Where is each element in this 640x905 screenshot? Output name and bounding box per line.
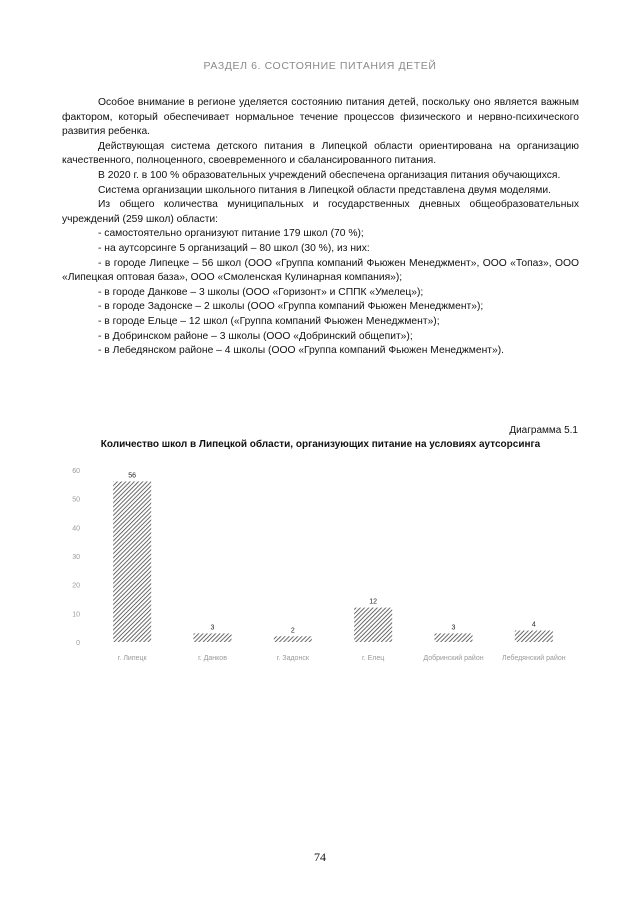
x-tick-label: г. Липецк xyxy=(117,655,147,662)
x-tick-label: Лебедянский район xyxy=(502,655,566,662)
x-tick-label: г. Елец xyxy=(362,655,385,662)
paragraph: Из общего количества муниципальных и государственных дневных общеобразовательных учреждений (259 школ) области: xyxy=(62,199,579,225)
list-item: - в городе Данкове – 3 школы (ООО «Горизонт» и СППК «Умелец»); xyxy=(98,286,424,298)
list-item: - самостоятельно организуют питание 179 школ (70 %); xyxy=(98,228,364,240)
bar xyxy=(113,481,151,642)
chart-title: Количество школ в Липецкой области, организующих питание на условиях аутсорсинга xyxy=(100,439,541,450)
y-tick-label: 40 xyxy=(72,525,80,533)
bar xyxy=(274,636,312,642)
bar-chart xyxy=(62,460,579,675)
x-tick-label: г. Задонск xyxy=(276,655,309,662)
paragraph: Система организации школьного питания в Липецкой области представлена двумя моделями. xyxy=(98,184,551,196)
diagram-label: Диаграмма 5.1 xyxy=(509,425,578,436)
data-label: 12 xyxy=(369,598,378,606)
y-tick-label: 30 xyxy=(72,554,80,561)
y-tick-label: 20 xyxy=(72,582,80,590)
bar xyxy=(194,633,232,642)
paragraph: В 2020 г. в 100 % образовательных учреждений обеспечена организация питания обучающихся. xyxy=(98,169,561,181)
y-tick-label: 10 xyxy=(72,611,80,619)
section-title: РАЗДЕЛ 6. СОСТОЯНИЕ ПИТАНИЯ ДЕТЕЙ xyxy=(203,60,437,72)
page-number: 74 xyxy=(314,850,326,864)
list-item: - в Добринском районе – 3 школы (ООО «Добринский общепит»); xyxy=(98,330,413,342)
data-label: 3 xyxy=(210,624,215,632)
list-item: - в Лебедянском районе – 4 школы (ООО «Группа компаний Фьюжен Менеджмент»). xyxy=(98,345,505,357)
paragraph: Действующая система детского питания в Липецкой области ориентирована на организацию качественного, полноценного, своевременного и сбалансированного питания. xyxy=(62,140,579,167)
list-item: - в городе Липецке – 56 школ (ООО «Группа компаний Фьюжен Менеджмент», ООО «Топаз», ООО «Липецкая оптовая база», ООО «Смоленская Кулинарная компания»); xyxy=(62,257,579,284)
x-tick-label: Добринский район xyxy=(423,655,484,662)
data-label: 4 xyxy=(531,621,536,629)
x-tick-label: г. Данков xyxy=(198,655,227,662)
paragraph: Особое внимание в регионе уделяется состоянию питания детей, поскольку оно является важным фактором, который обеспечивает нормальное течение процессов физического и нервно-психического развития ребенка. xyxy=(62,97,579,138)
y-tick-label: 60 xyxy=(72,468,80,475)
data-label: 3 xyxy=(451,624,456,632)
y-tick-label: 50 xyxy=(72,496,80,504)
bar xyxy=(515,631,553,642)
bar xyxy=(354,608,392,642)
list-item: - на аутсорсинге 5 организаций – 80 школ (30 %), из них: xyxy=(98,242,370,254)
y-tick-label: 0 xyxy=(76,640,80,647)
data-label: 56 xyxy=(128,472,137,480)
bar xyxy=(435,633,473,642)
list-item: - в городе Задонске – 2 школы (ООО «Группа компаний Фьюжен Менеджмент»); xyxy=(98,301,484,313)
data-label: 2 xyxy=(290,627,295,635)
body-text xyxy=(62,96,579,359)
list-item: - в городе Ельце – 12 школ («Группа компаний Фьюжен Менеджмент»); xyxy=(98,315,440,327)
